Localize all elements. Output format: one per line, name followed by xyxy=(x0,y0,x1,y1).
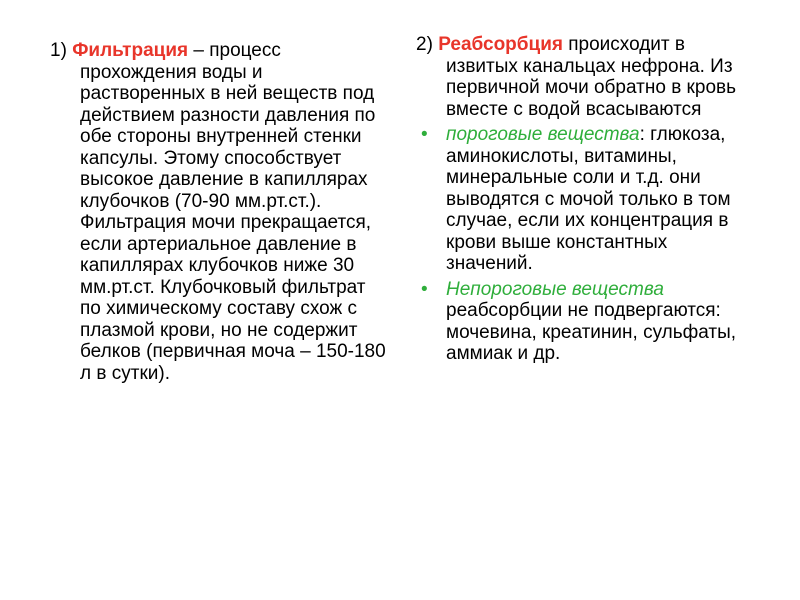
filtration-term: Фильтрация xyxy=(72,40,189,61)
non-threshold-text: реабсорбции не подвергаются: мочевина, креатинин, сульфаты, аммиак и др. xyxy=(446,300,737,364)
bullet-marker: • xyxy=(421,278,428,300)
bullet-threshold-substances xyxy=(416,124,756,275)
filtration-text: – процесс прохождения воды и растворенных в ней веществ под действием разности давления по обе стороны внутренней стенки капсулы. Этому способствует высокое давление в капиллярах клубочков (70-90 мм.рт.ст.). Фильтрация мочи прекращается, если артериальное давление в капиллярах клубочков ниже 30 мм.рт.ст. Клубочковый фильтрат по химическому составу схож с плазмой крови, но не содержит белков (первичная моча – 150-180 л в сутки). xyxy=(80,40,386,384)
reabsorption-column xyxy=(416,34,756,365)
non-threshold-term: Непороговые вещества xyxy=(446,278,664,300)
filtration-number: 1) xyxy=(50,40,67,61)
reabsorption-term: Реабсорбция xyxy=(438,34,563,55)
bullet-marker: • xyxy=(421,124,428,145)
reabsorption-paragraph xyxy=(416,34,756,120)
reabsorption-text: происходит в извитых канальцах нефрона. Из первичной мочи обратно в кровь вместе с водой всасываются xyxy=(446,34,737,120)
filtration-column xyxy=(50,40,390,384)
bullet-non-threshold-substances xyxy=(416,279,756,365)
threshold-text: : глюкоза, аминокислоты, витамины, минеральные соли и т.д. они выводятся с мочой только в том случае, если их концентрация в крови выше константных значений. xyxy=(446,124,731,274)
reabsorption-number: 2) xyxy=(416,34,433,55)
threshold-term: пороговые вещества xyxy=(446,124,640,145)
filtration-paragraph xyxy=(50,40,390,384)
